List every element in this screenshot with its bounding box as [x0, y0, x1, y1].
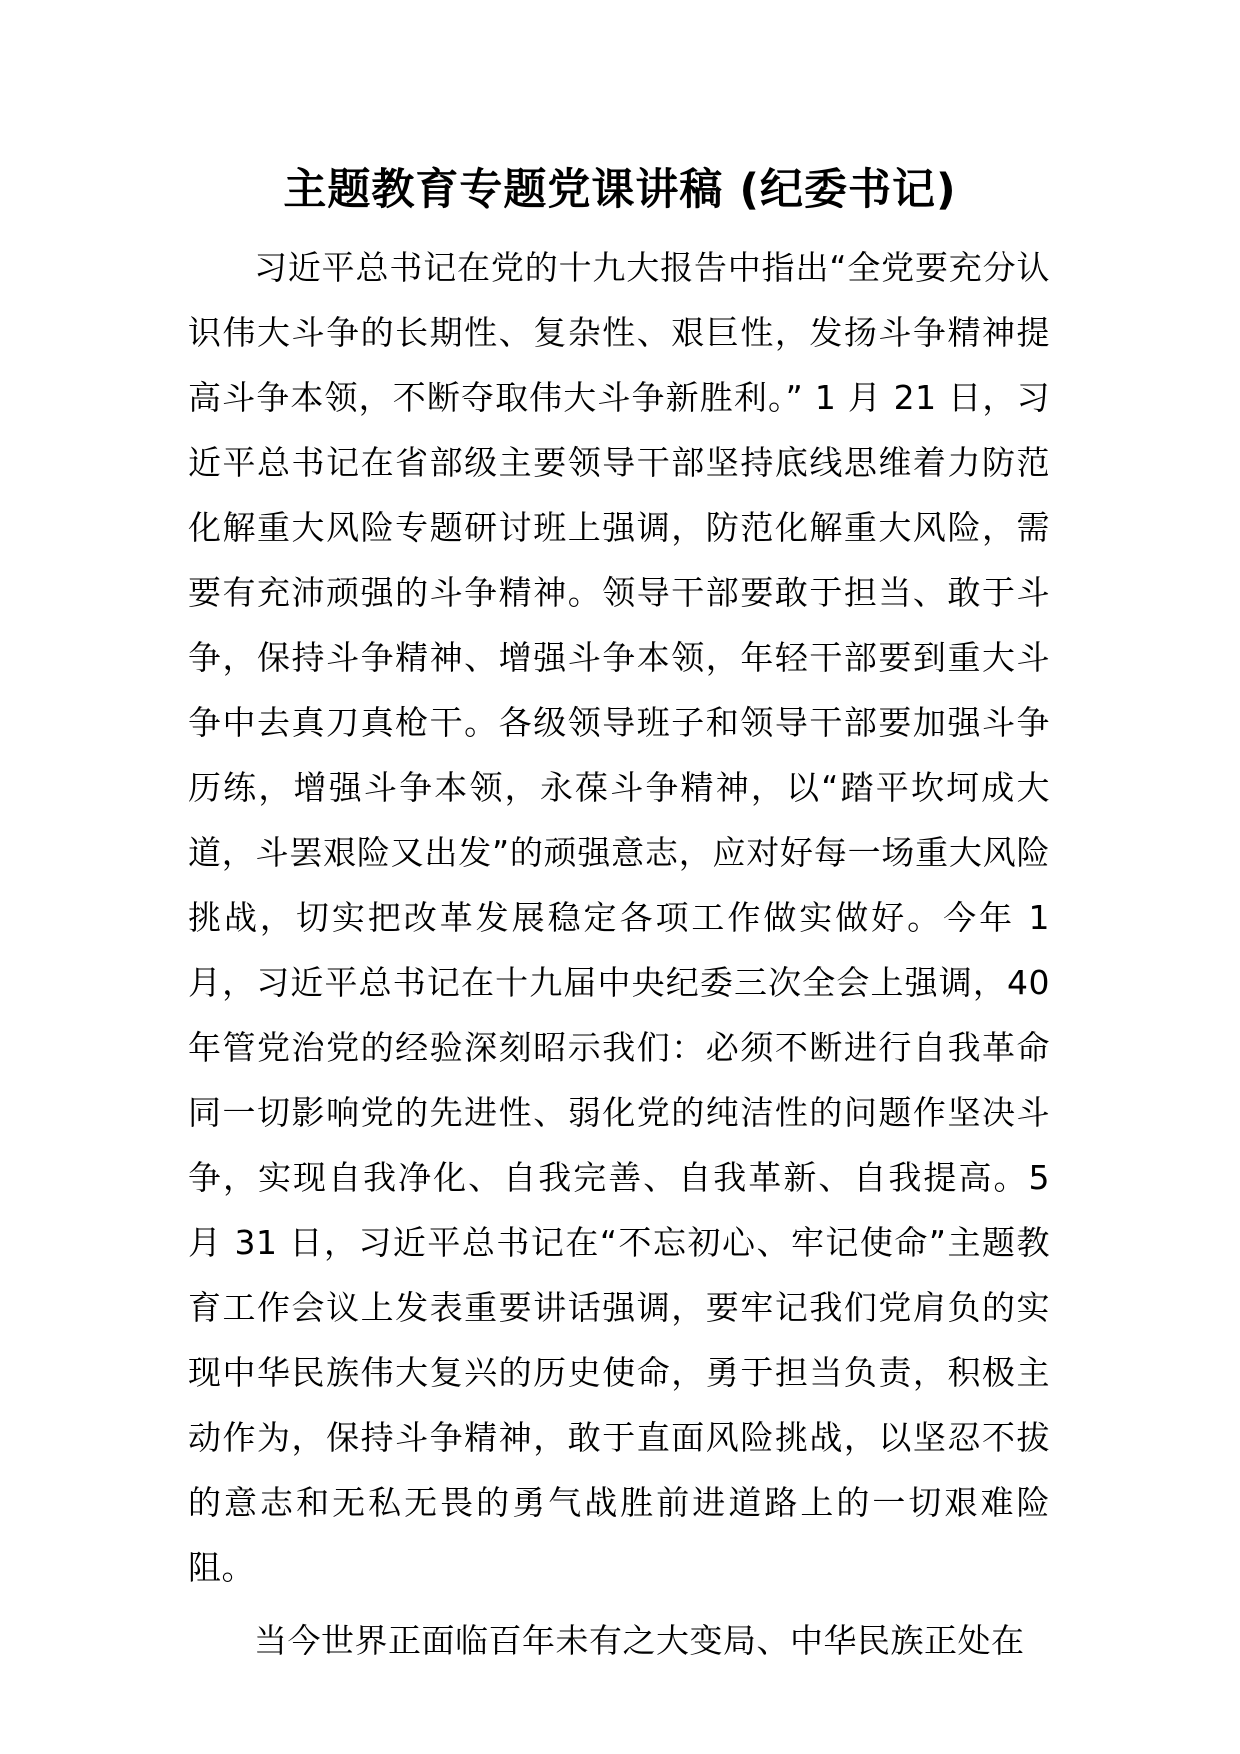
paragraph-1: 习近平总书记在党的十九大报告中指出“全党要充分认识伟大斗争的长期性、复杂性、艰巨性，发扬斗争精神提高斗争本领，不断夺取伟大斗争新胜利。” 1 月 21 日，习近平总书记在省部级主要领导干部坚持底线思维着力防范化解重大风险专题研讨班上强调，防范化解重大风险，需要有充沛顽强的斗争精神。领导干部要敢于担当、敢于斗争，保持斗争精神、增强斗争本领，年轻干部要到重大斗争中去真刀真枪干。各级领导班子和领导干部要加强斗争历练，增强斗争本领，永葆斗争精神，以“踏平坎坷成大道，斗罢艰险又出发”的顽强意志，应对好每一场重大风险挑战，切实把改革发展稳定各项工作做实做好。今年 1 月，习近平总书记在十九届中央纪委三次全会上强调，40 年管党治党的经验深刻昭示我们：必须不断进行自我革命同一切影响党的先进性、弱化党的纯洁性的问题作坚决斗争，实现自我净化、自我完善、自我革新、自我提高。5 月 31 日，习近平总书记在“不忘初心、牢记使命”主题教育工作会议上发表重要讲话强调，要牢记我们党肩负的实现中华民族伟大复兴的历史使命，勇于担当负责，积极主动作为，保持斗争精神，敢于直面风险挑战，以坚忍不拔的意志和无私无畏的勇气战胜前进道路上的一切艰难险阻。 [188, 248, 1050, 1587]
document-title: 主题教育专题党课讲稿 (纪委书记) [283, 165, 957, 215]
paragraph-2: 当今世界正面临百年未有之大变局、中华民族正处在 [254, 1621, 1025, 1660]
document-body [188, 235, 1050, 1673]
